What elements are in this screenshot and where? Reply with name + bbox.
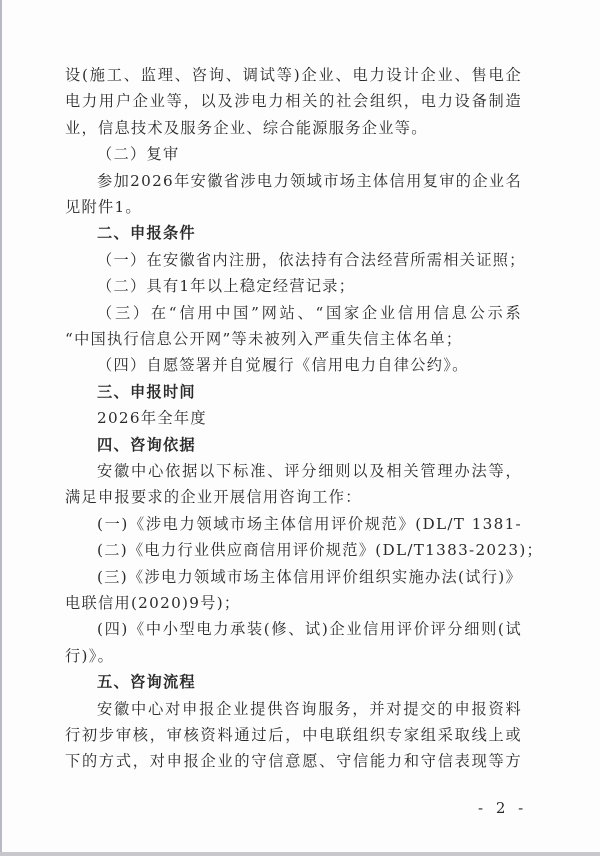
text-line: （一）在安徽省内注册，依法持有合法经营所需相关证照； bbox=[97, 250, 526, 269]
text-line: （二）复审 bbox=[97, 145, 180, 164]
page-number: - 2 - bbox=[478, 799, 528, 817]
text-line: (三)《涉电力领域市场主体信用评价组织实施办法(试行)》 bbox=[97, 567, 522, 586]
text-line: 电联信用(2020)9号)； bbox=[65, 594, 241, 612]
text-line: 安徽中心依据以下标准、评分细则以及相关管理办法等， bbox=[97, 462, 522, 480]
text-line: 业，信息技术及服务企业、综合能源服务企业等。 bbox=[65, 118, 428, 137]
scan-edge-bottom bbox=[0, 852, 600, 856]
text-line: 行)》。 bbox=[65, 646, 115, 665]
scan-edge-left bbox=[0, 0, 2, 856]
section-heading: 三、申报时间 bbox=[97, 382, 196, 401]
text-line: 安徽中心对申报企业提供咨询服务，并对提交的申报资料 bbox=[97, 699, 522, 718]
text-line: 行初步审核，审核资料通过后，中电联组织专家组采取线上或 bbox=[65, 726, 522, 744]
text-line: (一)《涉电力领域市场主体信用评价规范》(DL/T 1381- bbox=[97, 514, 522, 533]
text-line: （二）具有1年以上稳定经营记录； bbox=[97, 277, 356, 296]
section-heading: 二、申报条件 bbox=[97, 224, 196, 243]
section-heading: 五、咨询流程 bbox=[97, 673, 196, 692]
text-line: 设(施工、监理、咨询、调试等)企业、电力设计企业、售电企 bbox=[65, 66, 522, 84]
text-line: 参加2026年安徽省涉电力领域市场主体信用复审的企业名 bbox=[97, 171, 522, 190]
text-line: (二)《电力行业供应商信用评价规范》(DL/T1383-2023)； bbox=[97, 541, 544, 560]
text-line: 见附件1。 bbox=[65, 198, 142, 216]
text-line: 电力用户企业等，以及涉电力相关的社会组织，电力设备制造 bbox=[65, 92, 522, 111]
text-line: 2026年全年度 bbox=[97, 409, 207, 428]
text-line: (四)《中小型电力承装(修、试)企业信用评价评分细则(试 bbox=[97, 620, 522, 639]
text-line: 满足申报要求的企业开展信用咨询工作： bbox=[65, 488, 362, 507]
section-heading: 四、咨询依据 bbox=[97, 435, 196, 454]
text-line: （四）自愿签署并自觉履行《信用电力自律公约》。 bbox=[97, 356, 469, 375]
text-line: （三）在“信用中国”网站、“国家企业信用信息公示系 bbox=[97, 303, 522, 322]
text-line: 下的方式，对申报企业的守信意愿、守信能力和守信表现等方 bbox=[65, 752, 522, 771]
text-line: “中国执行信息公开网”等未被列入严重失信主体名单； bbox=[65, 330, 463, 348]
